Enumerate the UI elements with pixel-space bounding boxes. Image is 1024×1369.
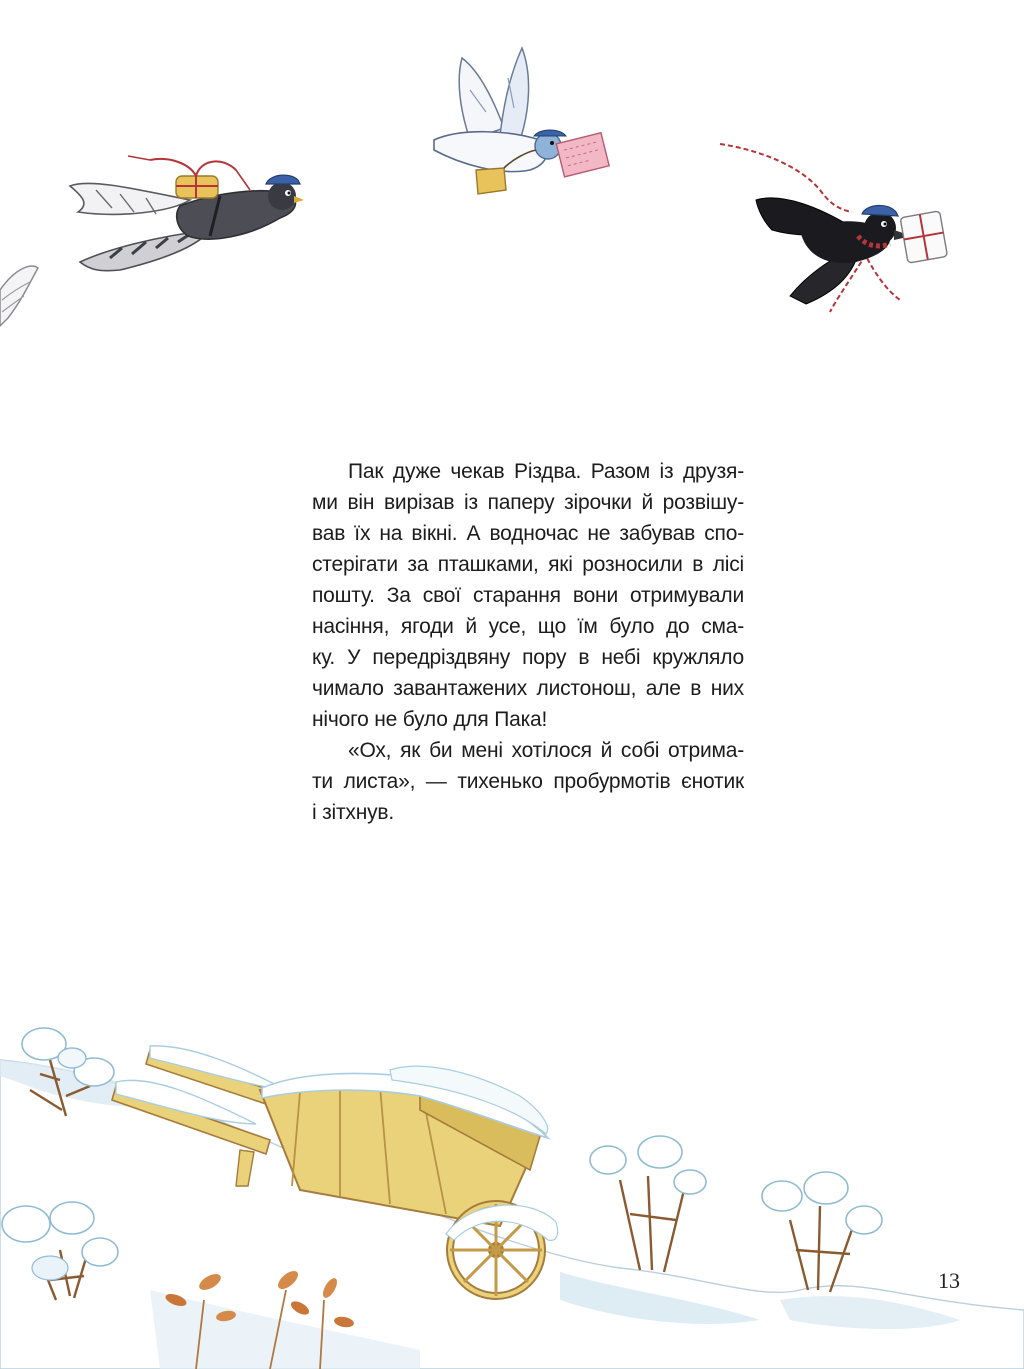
page-number: 13	[938, 1268, 960, 1293]
text-line: ми він вирізав із паперу зірочки й розвішу-	[312, 491, 744, 514]
text-line: пошту. За свої старання вони отримували	[312, 584, 744, 607]
partial-white-bird	[0, 266, 38, 326]
pigeon-with-parcel	[70, 156, 304, 271]
text-line: вав їх на вікні. А водночас не забував спо-	[312, 522, 744, 545]
text-line: нічого не було для Пака!	[312, 708, 548, 731]
story-text	[312, 456, 744, 828]
white-dove-with-letter	[434, 48, 609, 194]
crow-with-parcel	[720, 144, 948, 312]
text-line: насіння, ягоди й усе, що їм було до сма-	[312, 615, 744, 638]
text-line: ти листа», — тихенько пробурмотів єнотик	[312, 770, 744, 793]
text-line: чимало завантажених листонош, але в них	[312, 677, 744, 700]
text-line: і зітхнув.	[312, 801, 395, 824]
paragraph-2	[312, 735, 744, 828]
text-line: Пак дуже чекав Різдва. Разом із друзя-	[348, 460, 744, 483]
paragraph-1	[312, 456, 744, 735]
text-line: «Ох, як би мені хотілося й собі отрима-	[348, 739, 744, 762]
text-line: стерігати за пташками, які розносили в лісі	[312, 553, 744, 576]
text-line: ку. У передріздвяну пору в небі кружляло	[312, 646, 744, 669]
